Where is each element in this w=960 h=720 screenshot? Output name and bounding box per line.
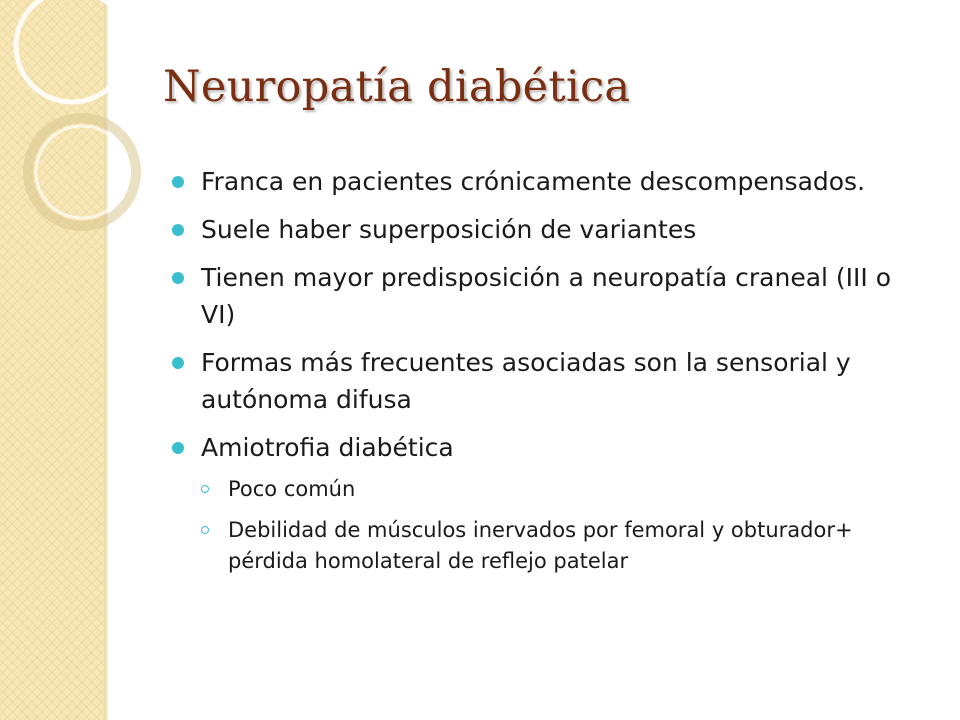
list-item [172,163,912,200]
bullet-text: Tienen mayor predisposición a neuropatía craneal (III o VI) [201,263,892,329]
bullet-list [172,163,912,588]
bullet-icon [172,224,184,236]
bullet-text: Franca en pacientes crónicamente descompensados. [201,167,866,196]
bullet-text: Suele haber superposición de variantes [201,215,697,244]
sub-list-item [201,515,912,577]
sub-bullet-text: Poco común [228,477,356,501]
bullet-text: Formas más frecuentes asociadas son la sensorial y autónoma difusa [201,348,851,414]
list-item [172,429,912,577]
bullet-icon [172,442,184,454]
decorative-rings-graphic [0,0,200,260]
sub-bullet-icon [201,485,209,493]
bullet-icon [172,357,184,369]
bullet-icon [172,272,184,284]
slide-title: Neuropatía diabética [163,62,631,112]
sub-list-item [201,474,912,505]
sub-bullet-icon [201,526,209,534]
sub-bullet-text: Debilidad de músculos inervados por femoral y obturador+ pérdida homolateral de reflejo patelar [228,518,853,573]
sub-bullet-list [201,474,912,577]
list-item [172,211,912,248]
bullet-text: Amiotrofia diabética [201,433,454,462]
list-item [172,259,912,333]
list-item [172,344,912,418]
bullet-icon [172,176,184,188]
